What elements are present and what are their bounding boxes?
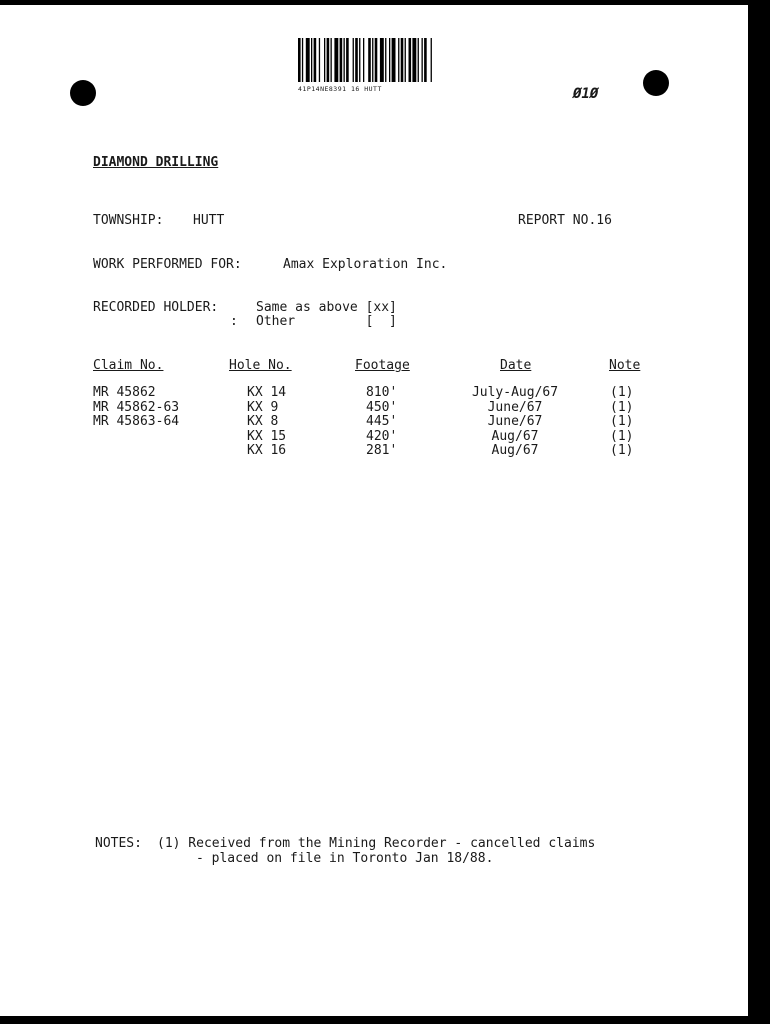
note-cell: (1) (610, 443, 634, 458)
header-footage: Footage (355, 358, 410, 373)
recorded-holder-label: RECORDED HOLDER: (93, 300, 219, 315)
notes-label: NOTES: (95, 836, 142, 851)
header-claim-no: Claim No. (93, 358, 164, 373)
note-cell: (1) (610, 399, 634, 415)
page-code: Ø1Ø (573, 86, 599, 102)
hole-cell: KX 14 (247, 385, 287, 400)
punch-hole-left (70, 80, 96, 106)
date-column (460, 386, 570, 459)
barcode-text: 41P14NE8391 16 HUTT (298, 85, 382, 93)
hole-cell: KX 9 (247, 399, 279, 415)
township-label: TOWNSHIP: (93, 213, 164, 228)
date-cell: July-Aug/67 (471, 385, 559, 400)
date-cell: Aug/67 (491, 428, 539, 444)
punch-hole-right (643, 70, 669, 96)
work-performed-label: WORK PERFORMED FOR: (93, 257, 242, 272)
document-title: DIAMOND DRILLING (93, 155, 219, 170)
hole-cell: KX 8 (247, 414, 279, 429)
notes-line-2: - placed on file in Toronto Jan 18/88. (196, 851, 494, 866)
township-value: HUTT (193, 213, 225, 228)
hole-cell: KX 16 (247, 443, 287, 458)
footage-cell: 281' (366, 443, 398, 458)
date-cell: June/67 (487, 414, 543, 429)
scan-border-right (748, 0, 770, 1024)
recorded-holder-other-prefix: : (230, 314, 238, 329)
date-cell: Aug/67 (491, 443, 539, 458)
footage-column (366, 386, 397, 459)
recorded-holder-other: Other [ ] (256, 314, 397, 329)
report-number: REPORT NO.16 (518, 213, 612, 228)
note-column (610, 386, 633, 459)
footage-cell: 450' (366, 399, 398, 415)
footage-cell: 445' (366, 414, 398, 429)
hole-column (247, 386, 286, 459)
note-cell: (1) (610, 385, 634, 400)
scan-border-top (0, 0, 770, 5)
barcode (298, 38, 518, 82)
claim-cell: MR 45863-64 (93, 414, 180, 429)
hole-cell: KX 15 (247, 428, 287, 444)
notes-line-1: (1) Received from the Mining Recorder - cancelled claims (157, 836, 596, 851)
claims-column (93, 386, 179, 430)
note-cell: (1) (610, 428, 634, 444)
work-performed-value: Amax Exploration Inc. (283, 257, 448, 272)
header-hole-no: Hole No. (229, 358, 292, 373)
claim-cell: MR 45862 (93, 385, 156, 400)
footage-cell: 810' (366, 385, 398, 400)
header-date: Date (500, 358, 532, 373)
date-cell: June/67 (487, 399, 543, 415)
note-cell: (1) (610, 414, 634, 429)
header-note: Note (609, 358, 641, 373)
scan-border-bottom (0, 1016, 770, 1024)
recorded-holder-same: Same as above [xx] (256, 300, 397, 315)
claim-cell: MR 45862-63 (93, 399, 180, 415)
footage-cell: 420' (366, 428, 398, 444)
